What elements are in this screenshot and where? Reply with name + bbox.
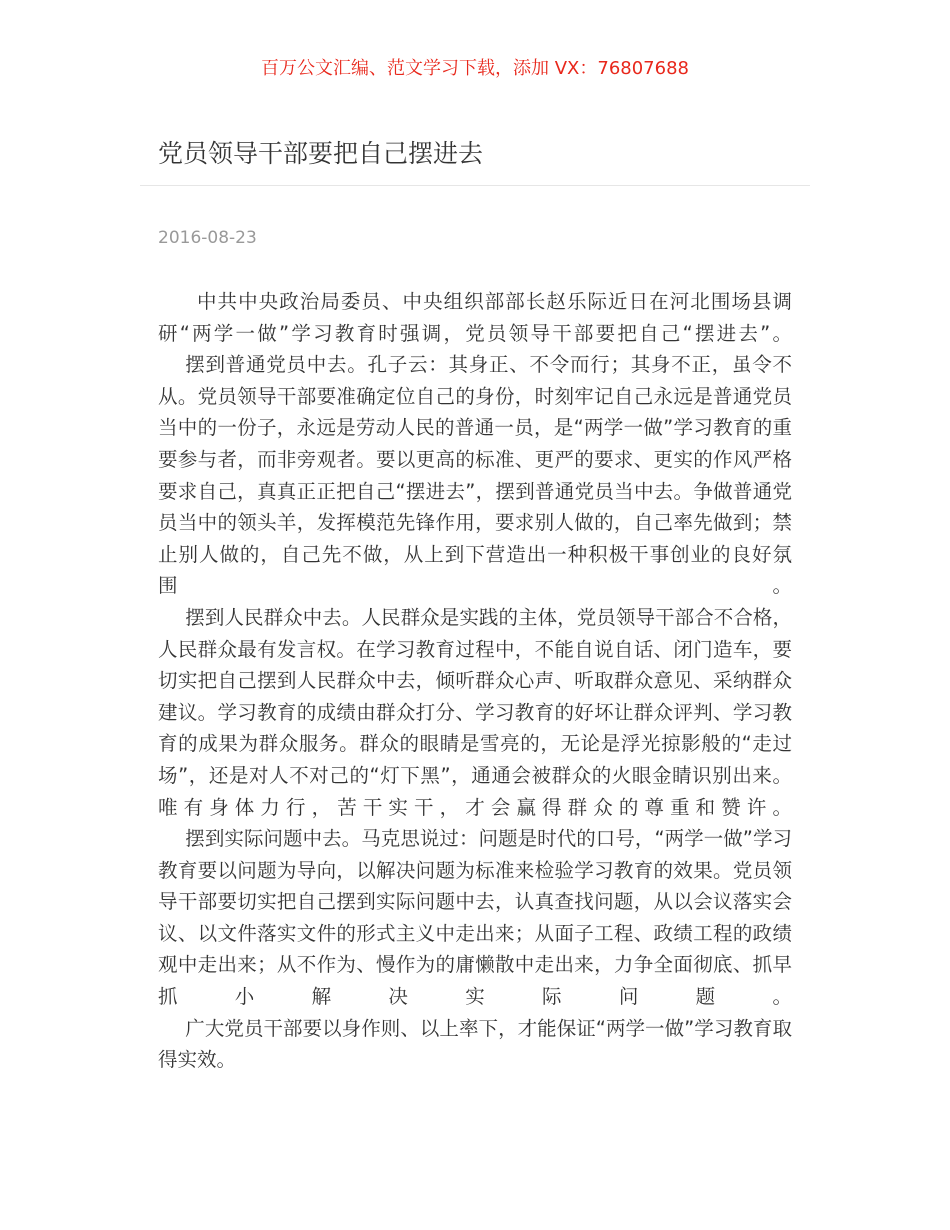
article-body	[158, 286, 792, 1076]
publish-date: 2016-08-23	[158, 228, 257, 248]
article-paragraph-party-members: 摆到普通党员中去。孔子云：其身正、不令而行；其身不正，虽令不从。党员领导干部要准确定位自己的身份，时刻牢记自己永远是普通党员当中的一份子，永远是劳动人民的普通一员，是“两学一做”学习教育的重要参与者，而非旁观者。要以更高的标准、更严的要求、更实的作风严格要求自己，真真正正把自己“摆进去”，摆到普通党员当中去。争做普通党员当中的领头羊，发挥模范先锋作用，要求别人做的，自己率先做到；禁止别人做的，自己先不做，从上到下营造出一种积极干事创业的良好氛围。	[158, 353, 792, 598]
article-paragraph-the-people: 摆到人民群众中去。人民群众是实践的主体，党员领导干部合不合格，人民群众最有发言权。在学习教育过程中，不能自说自话、闭门造车，要切实把自己摆到人民群众中去，倾听群众心声、听取群众意见、采纳群众建议。学习教育的成绩由群众打分、学习教育的好坏让群众评判、学习教育的成果为群众服务。群众的眼睛是雪亮的，无论是浮光掠影般的“走过场”，还是对人不对己的“灯下黑”，通通会被群众的火眼金睛识别出来。唯有身体力行，苦干实干，才会赢得群众的尊重和赞许。	[158, 605, 792, 819]
article-paragraph-intro: 中共中央政治局委员、中央组织部部长赵乐际近日在河北围场县调研“两学一做”学习教育时强调，党员领导干部要把自己“摆进去”。	[158, 290, 792, 345]
watermark-banner: 百万公文汇编、范文学习下载，添加 VX：76807688	[261, 58, 689, 79]
title-divider	[140, 185, 810, 186]
article-paragraph-conclusion: 广大党员干部要以身作则、以上率下，才能保证“两学一做”学习教育取得实效。	[158, 1016, 792, 1072]
article-paragraph-real-problems: 摆到实际问题中去。马克思说过：问题是时代的口号，“两学一做”学习教育要以问题为导向，以解决问题为标准来检验学习教育的效果。党员领导干部要切实把自己摆到实际问题中去，认真查找问题，从以会议落实会议、以文件落实文件的形式主义中走出来；从面子工程、政绩工程的政绩观中走出来；从不作为、慢作为的庸懒散中走出来，力争全面彻底、抓早抓小解决实际问题。	[158, 827, 792, 1009]
article-title: 党员领导干部要把自己摆进去	[158, 139, 484, 168]
